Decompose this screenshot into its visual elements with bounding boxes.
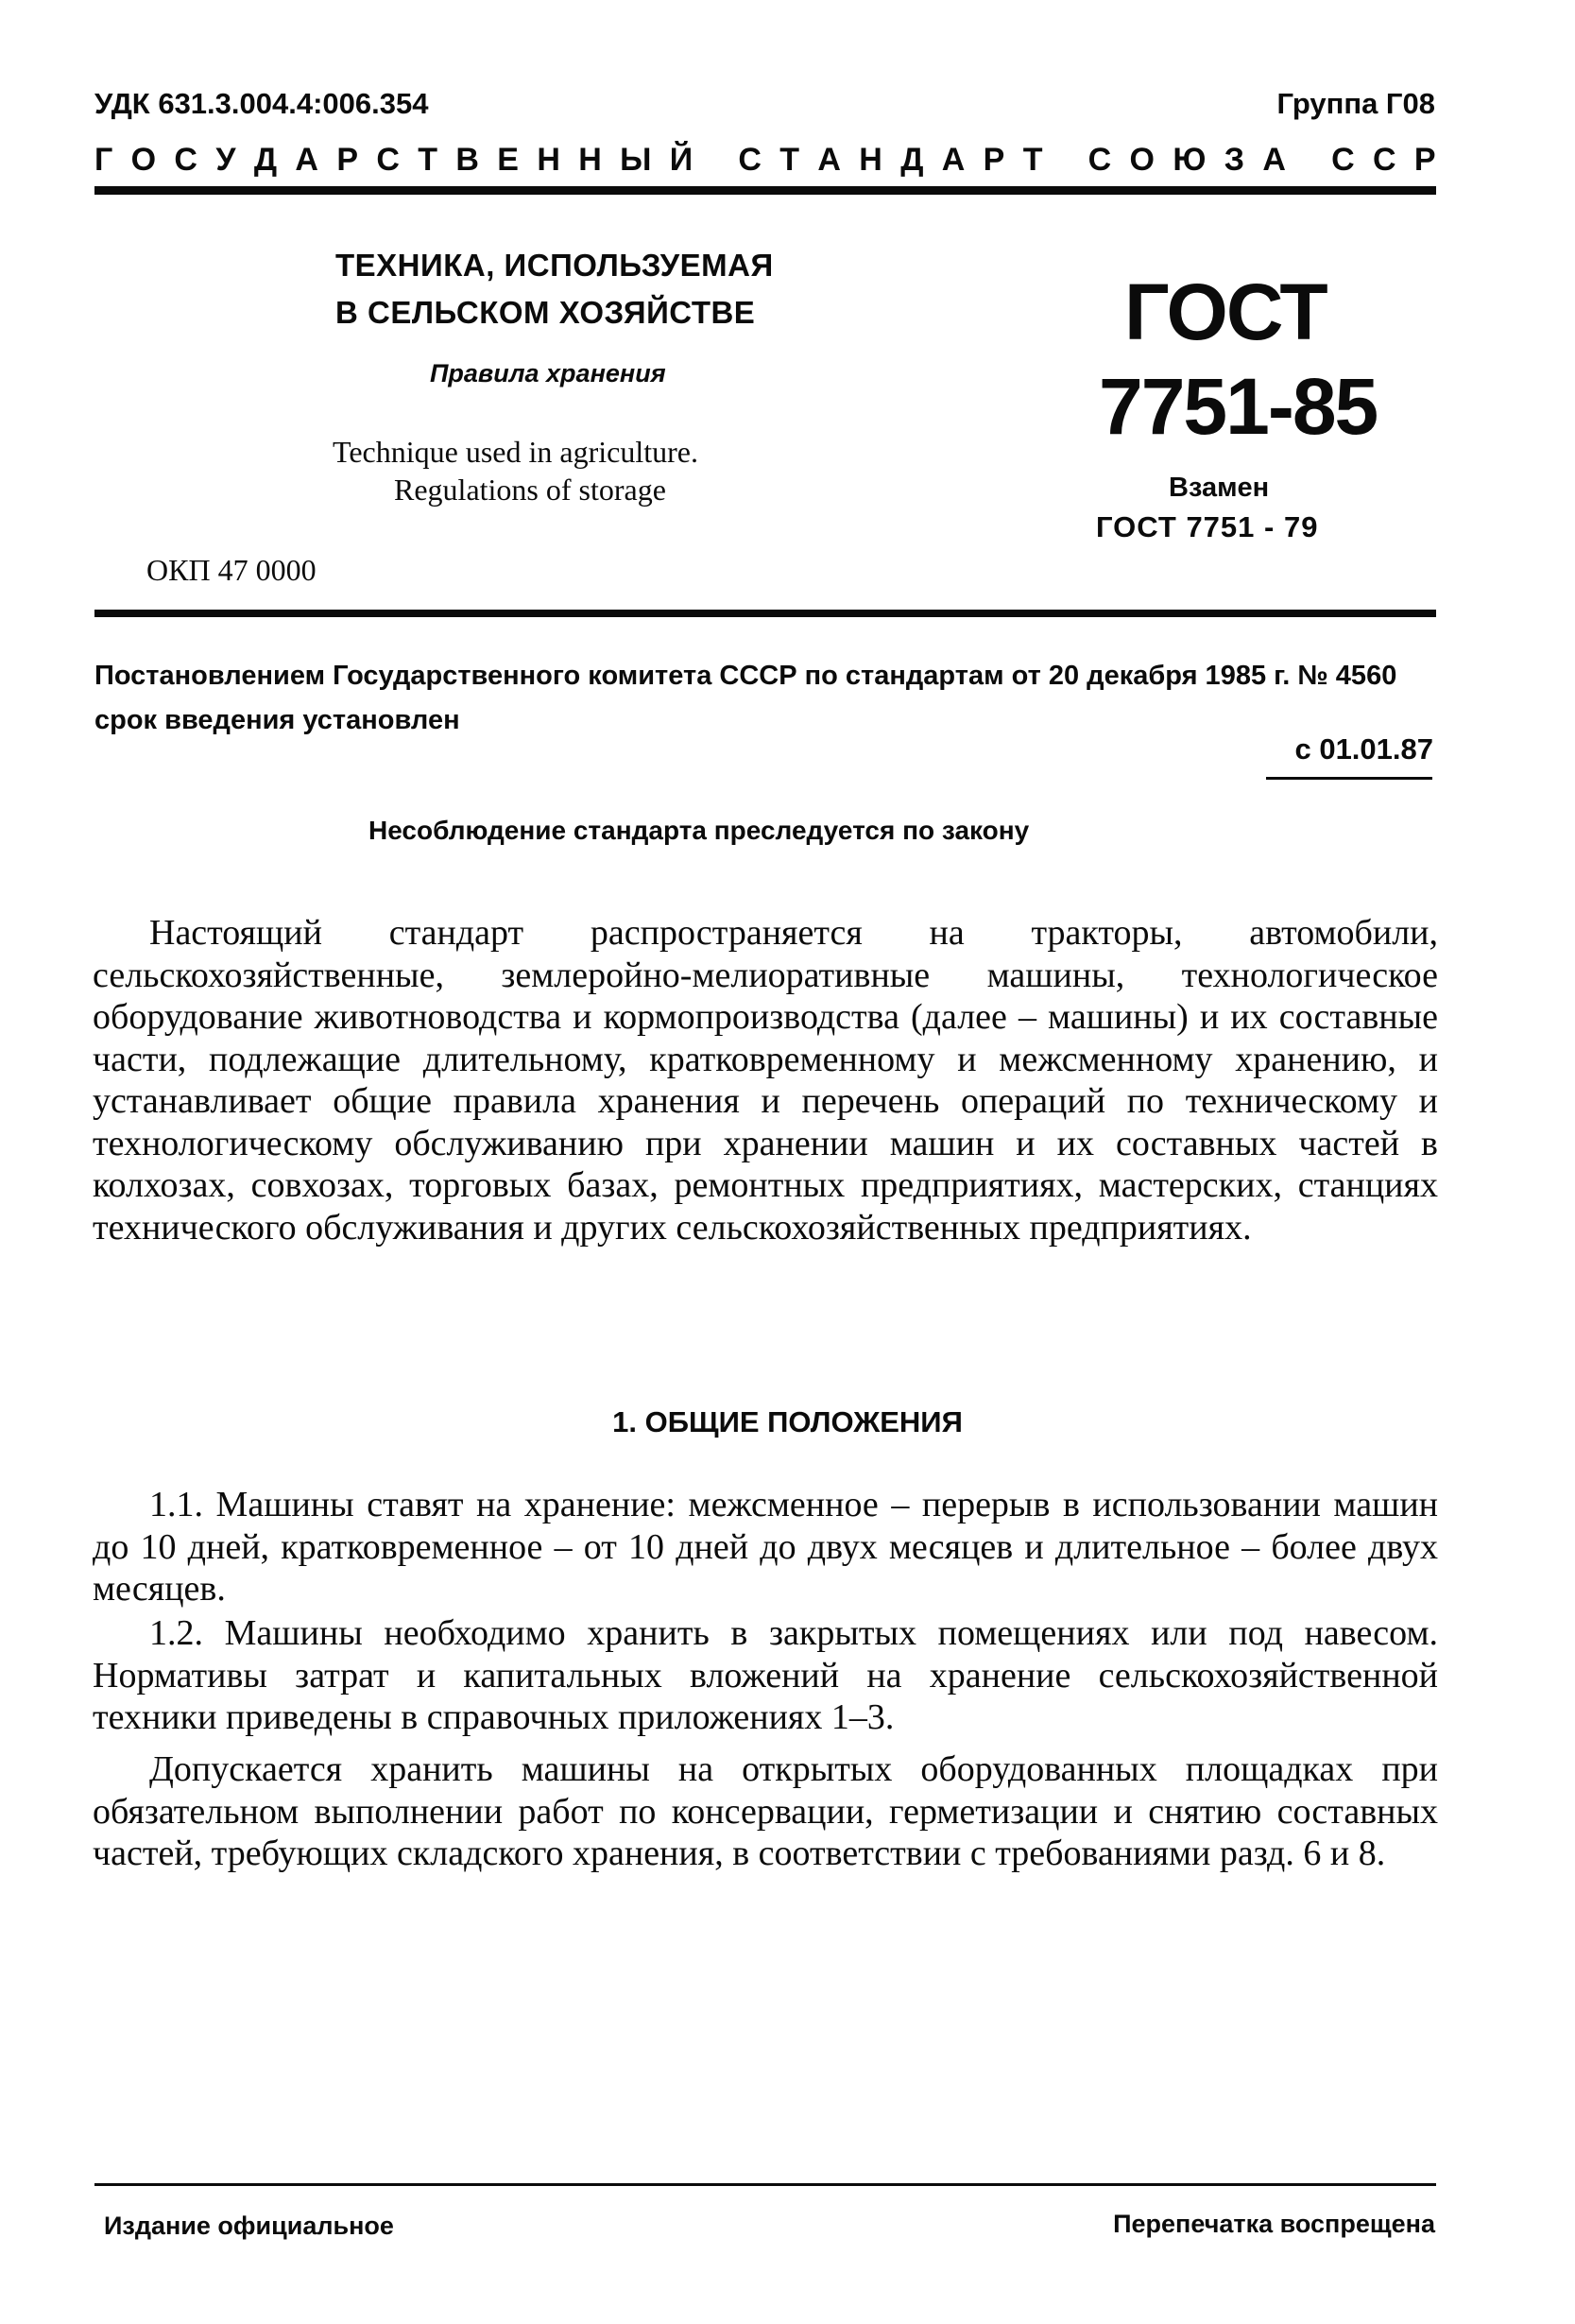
- banner-letter: Н: [578, 142, 602, 178]
- udk-code: УДК 631.3.004.4:006.354: [94, 87, 429, 120]
- banner-letter: З: [1224, 142, 1245, 178]
- english-title-line-1: Technique used in agriculture.: [333, 435, 698, 469]
- paragraph-1-2-continued: Допускается хранить машины на открытых оборудованных площадках при обязательном выполнении работ по консервации, герметизации и снятию составных частей, требующих складского хранения, в соответствии с требованиями разд. 6 и 8.: [93, 1749, 1438, 1873]
- banner-letter: Р: [983, 142, 1005, 178]
- banner-letter: А: [1262, 142, 1286, 178]
- banner-letter: Д: [900, 142, 924, 178]
- okp-code: ОКП 47 0000: [146, 553, 317, 587]
- reprint-note: Перепечатка воспрещена: [1113, 2210, 1435, 2238]
- banner-letter: Д: [253, 142, 278, 178]
- banner-letter: Е: [497, 142, 519, 178]
- gost-designation-word: ГОСТ: [1124, 267, 1327, 356]
- title-line-1: ТЕХНИКА, ИСПОЛЬЗУЕМАЯ: [335, 248, 774, 283]
- title-subtitle: Правила хранения: [430, 359, 666, 387]
- banner-letter: О: [1129, 142, 1155, 178]
- banner-letter: [1061, 142, 1070, 179]
- banner-letter: О: [130, 142, 157, 178]
- banner-letter: Н: [859, 142, 882, 178]
- gost-designation-number: 7751-85: [1099, 362, 1378, 451]
- banner-letter: А: [941, 142, 966, 178]
- banner-letter: В: [455, 142, 479, 178]
- banner-letter: С: [174, 142, 197, 178]
- banner-letter: Ю: [1173, 142, 1207, 178]
- banner-letter: С: [1087, 142, 1112, 178]
- decree-text: Постановлением Государственного комитета СССР по стандартам от 20 декабря 1985 г. № 4560 срок введения установлен: [94, 661, 1397, 735]
- replaces-value: ГОСТ 7751 - 79: [1096, 510, 1319, 543]
- banner-letter: А: [817, 142, 841, 178]
- banner-letter: Т: [418, 142, 438, 178]
- banner-letter: Ы: [620, 142, 652, 178]
- title-line-2: В СЕЛЬСКОМ ХОЗЯЙСТВЕ: [335, 295, 756, 330]
- effective-date: с 01.01.87: [1294, 732, 1433, 766]
- banner-letter: Г: [94, 142, 113, 178]
- state-standard-banner: [94, 142, 1436, 179]
- banner-letter: Р: [1413, 142, 1436, 178]
- english-title-line-2: Regulations of storage: [394, 473, 666, 507]
- banner-letter: Й: [669, 142, 693, 178]
- title-block-rule: [94, 610, 1436, 617]
- section-heading: 1. ОБЩИЕ ПОЛОЖЕНИЯ: [612, 1405, 963, 1438]
- edition-note: Издание официальное: [104, 2212, 394, 2240]
- banner-letter: У: [215, 142, 236, 178]
- banner-letter: [1304, 142, 1312, 179]
- header-rule: [94, 186, 1436, 195]
- banner-letter: С: [376, 142, 400, 178]
- banner-letter: Р: [336, 142, 358, 178]
- banner-letter: Т: [1022, 142, 1043, 178]
- banner-letter: С: [738, 142, 762, 178]
- group-code: Группа Г08: [1276, 87, 1435, 120]
- footer-rule: [94, 2183, 1436, 2186]
- intro-paragraph: Настоящий стандарт распространяется на тракторы, автомобили, сельскохозяйственные, землеройно-мелиоративные машины, технологическое оборудование животноводства и кормопроизводства (далее – машины) и их составные части, подлежащие длительному, кратковременному и межсменному хранению, и устанавливает общие правила хранения и перечень операций по техническому и технологическому обслуживанию при хранении машин и их составных частей в колхозах, совхозах, торговых базах, ремонтных предприятиях, мастерских, станциях технического обслуживания и других сельскохозяйственных предприятиях.: [93, 913, 1438, 1248]
- replaces-label: Взамен: [1169, 473, 1270, 503]
- banner-letter: [711, 142, 720, 179]
- banner-letter: Т: [779, 142, 800, 178]
- banner-letter: А: [295, 142, 318, 178]
- banner-letter: С: [1331, 142, 1355, 178]
- paragraph-1-1: 1.1. Машины ставят на хранение: межсменное – перерыв в использовании машин до 10 дней, кратковременное – от 10 дней до двух месяцев и длительное – более двух месяцев.: [93, 1485, 1438, 1609]
- effective-date-underline: [1266, 777, 1432, 780]
- compliance-notice: Несоблюдение стандарта преследуется по закону: [368, 816, 1030, 845]
- banner-letter: Н: [537, 142, 560, 178]
- banner-letter: С: [1373, 142, 1396, 178]
- paragraph-1-2: 1.2. Машины необходимо хранить в закрытых помещениях или под навесом. Нормативы затрат и капитальных вложений на хранение сельскохозяйственной техники приведены в справочных приложениях 1–3.: [93, 1613, 1438, 1737]
